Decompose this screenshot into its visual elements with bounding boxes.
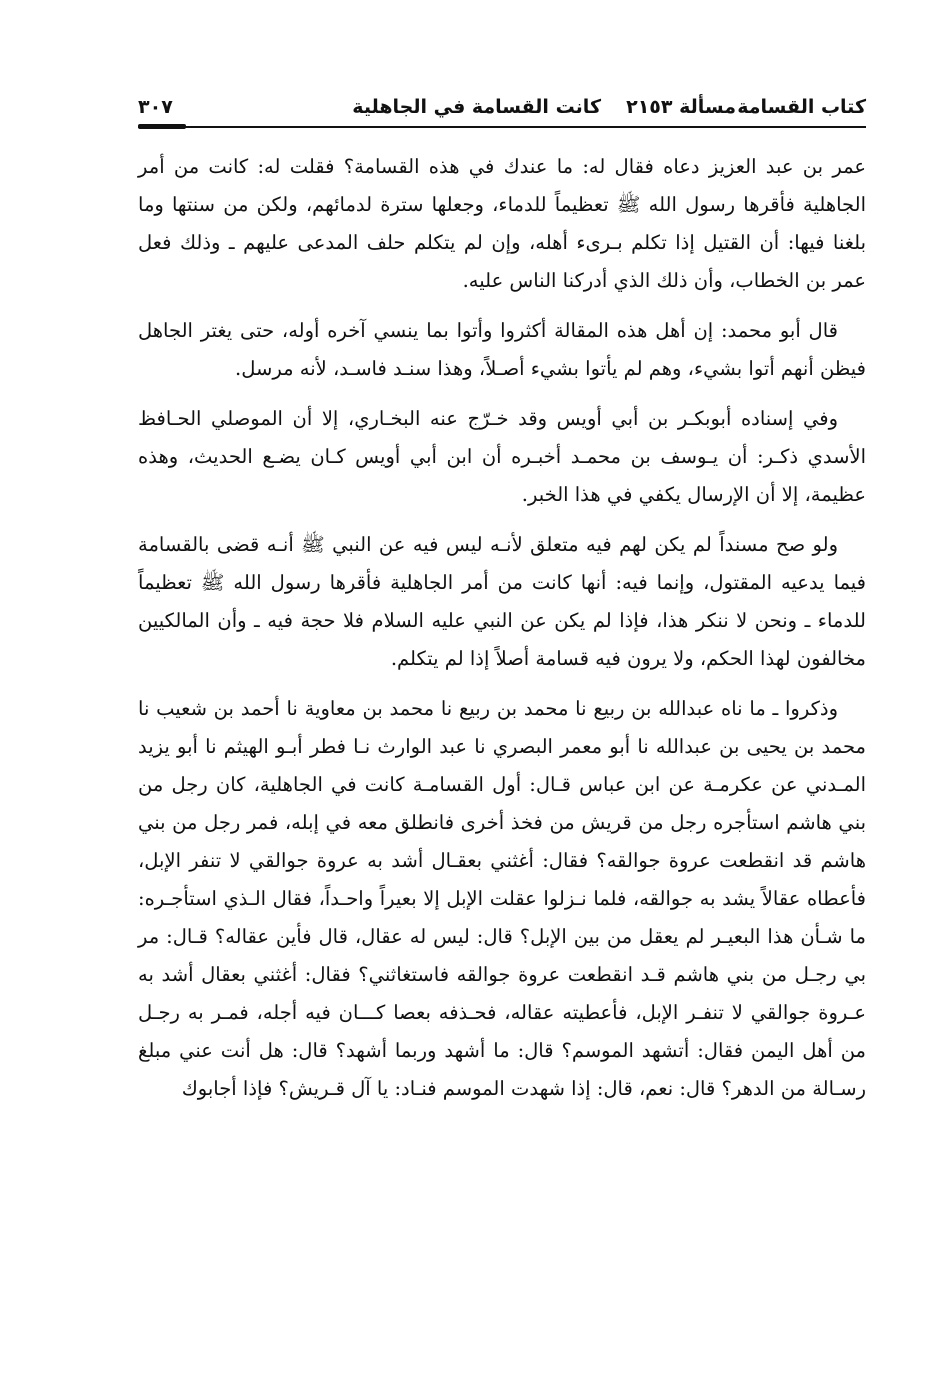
paragraph: وذكروا ـ ما ناه عبدالله بن ربيع نا محمد بن ربيع نا محمد بن معاوية نا أحمد بن شعيب نا محمد بن يحيى بن عبدالله نا أبو معمر البصري نا عبد الوارث نـا فطر أبـو الهيثم نا أبو يزيد المـدني عن عكرمـة عن ابن عباس قـال: أول القسامـة كانت في الجاهلية، كان رجل من بني هاشم استأجره رجل من قريش من فخذ أخرى فانطلق معه في إبله، فمر رجل من بني هاشم قد انقطعت عروة جوالقه؟ فقال: أغثني بعقـال أشد به عروة جوالقي لا تنفر الإبل، فأعطاه عقالاً يشد به جوالقه، فلما نـزلوا عقلت الإبل إلا بعيراً واحـداً، فقال الـذي استأجـره: ما شـأن هذا البعيـر لم يعقل من بين الإبل؟ قال: ليس له عقال، قال فأين عقاله؟ قـال: مر بي رجـل من بني هاشم قـد انقطعت عروة جوالقه فاستغاثني؟ فقال: أغثني بعقال أشد به عـروة جوالقي لا تنفـر الإبل، فأعطيته عقاله، فحـذفه بعصا كـــان فيه أجله، فمـر به رجـل من أهل اليمن فقال: أتشهد الموسم؟ قال: ما أشهد وربما أشهد؟ قال: هل أنت عني مبلغ رسـالة من الدهر؟ قال: نعم، قال: إذا شهدت الموسم فنـاد: يا آل قـريش؟ فإذا أجابوك — [138, 697, 866, 1100]
masala-number: مسألة ٢١٥٣ — [626, 96, 736, 118]
paragraph: قال أبو محمد: إن أهل هذه المقالة أكثروا وأتوا بما ينسي آخره أوله، حتى يغتر الجاهل فيظن أنهم أتوا بشيء، وهم لم يأتوا بشيء أصـلاً، وهذا سنـد فاسـد، لأنه مرسل. — [138, 319, 866, 380]
paragraph: وفي إسناده أبوبكـر بن أبي أويس وقد خـرّج عنه البخـاري، إلا أن الموصلي الحـافظ الأسدي ذكـر: أن يـوسف بن محمـد أخبـره أن ابن أبي أويس كـان يضـع الحديث، وهذه عظيمة، إلا أن الإرسال يكفي في هذا الخبر. — [138, 407, 866, 506]
running-header — [138, 92, 866, 126]
book-title: كتاب القسامة — [737, 96, 866, 118]
header-rule-accent — [138, 124, 186, 129]
chapter-title: كانت القسامة في الجاهلية — [352, 96, 601, 118]
paragraph: ولو صح مسنداً لم يكن لهم فيه متعلق لأنـه ليس فيه عن النبي ﷺ أنـه قضى بالقسامة فيما يدعيه المقتول، وإنما فيه: أنها كانت من أمر الجاهلية فأقرها رسول الله ﷺ تعظيماً للدماء ـ ونحن لا ننكر هذا، فإذا لم يكن عن النبي عليه السلام فلا حجة فيه ـ وأن المالكيين مخالفون لهذا الحكم، ولا يرون فيه قسامة أصلاً إذا لم يتكلم. — [138, 533, 866, 670]
body-text — [138, 148, 866, 1120]
paragraph: عمر بن عبد العزيز دعاه فقال له: ما عندك في هذه القسامة؟ فقلت له: كانت من أمر الجاهلية فأقرها رسول الله ﷺ تعظيماً للدماء، وجعلها سترة لدمائهم، ولكن من سنتها وما بلغنا فيها: أن القتيل إذا تكلم بـرىء أهله، وإن لم يتكلم حلف المدعى عليهم ـ وذلك فعل عمر بن الخطاب، وأن ذلك الذي أدركنا الناس عليه. — [138, 155, 866, 292]
header-rule — [138, 126, 866, 128]
page-number: ٣٠٧ — [138, 96, 173, 118]
